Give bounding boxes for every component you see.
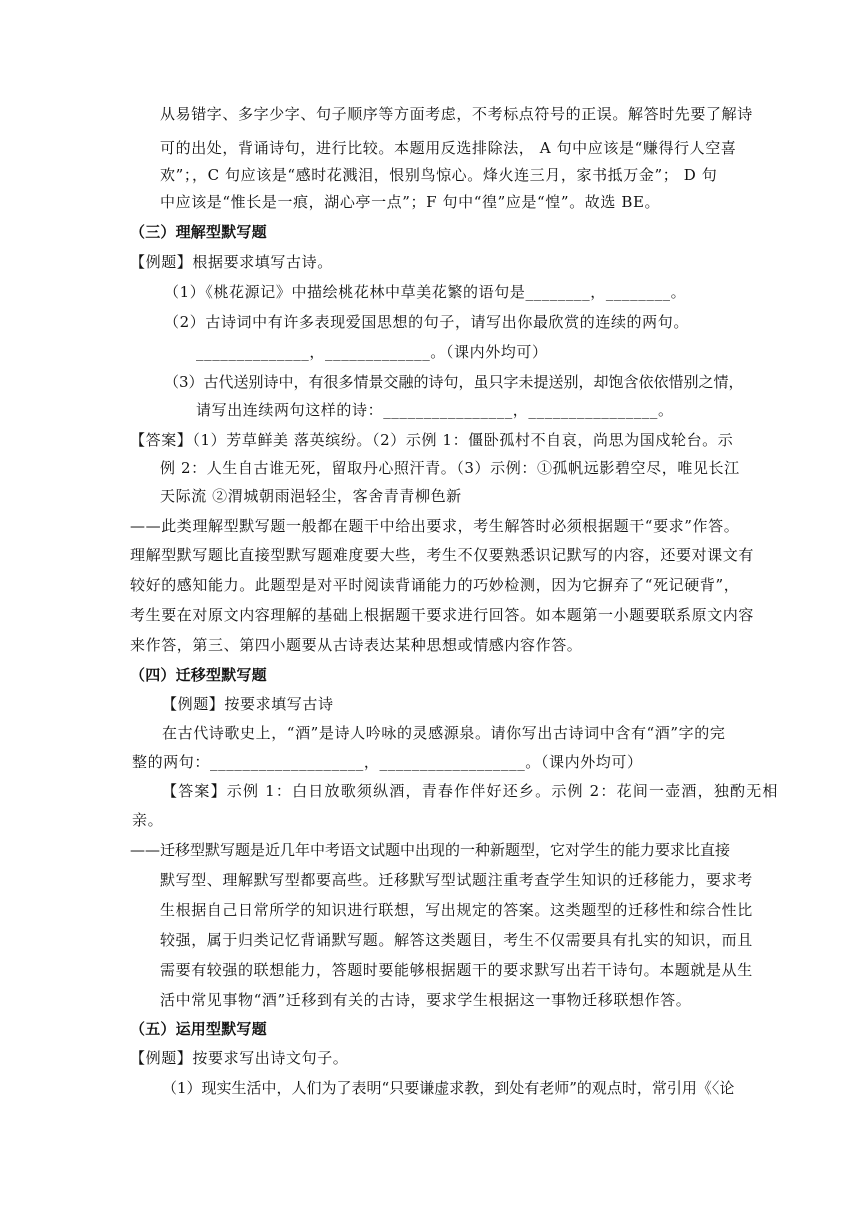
example-label: 【例题】按要求填写古诗 — [162, 695, 334, 713]
question-line: （2）古诗词中有许多表现爱国思想的句子，请写出你最欣赏的连续的两句。 — [164, 313, 689, 331]
answer-line: 例 2：人生自古谁无死，留取丹心照汗青。（3）示例：①孤帆远影碧空尽，唯见长江 — [160, 459, 740, 477]
answer-line: 【答案】（1）芳草鲜美 落英缤纷。（2）示例 1：僵卧孤村不自哀，尚思为国戍轮台。示 — [130, 431, 734, 449]
paragraph-line: 可的出处，背诵诗句，进行比较。本题用反选排除法， A 句中应该是“赚得行人空喜 — [160, 139, 737, 157]
analysis-line: 来作答，第三、第四小题要从古诗表达某种思想或情感内容作答。 — [130, 636, 583, 654]
analysis-line: 理解型默写题比直接型默写题难度要大些，考生不仅要熟悉识记默写的内容，还要对课文有 — [130, 546, 755, 564]
paragraph-line: 欢”；，C 句应该是“感时花溅泪，恨别鸟惊心。烽火连三月，家书抵万金”； D 句 — [160, 166, 718, 184]
answer-blank-line: ______________，_____________。（课内外均可） — [196, 343, 548, 361]
section-heading: （五）运用型默写题 — [130, 1020, 267, 1038]
analysis-line: 需要有较强的联想能力，答题时要能够根据题干的要求默写出若干诗句。本题就是从生 — [160, 961, 753, 979]
analysis-line: 生根据自己日常所学的知识进行联想，写出规定的答案。这类题型的迁移性和综合性比 — [160, 901, 753, 919]
analysis-line: 默写型、理解默写型都要高些。迁移默写型试题注重考查学生知识的迁移能力，要求考 — [160, 871, 753, 889]
answer-line: 亲。 — [132, 811, 164, 829]
section-heading: （四）迁移型默写题 — [130, 666, 267, 684]
question-line: （1）现实生活中，人们为了表明“只要谦虚求教，到处有老师”的观点时，常引用《〈论 — [162, 1079, 735, 1097]
question-line: （1）《桃花源记》中描绘桃花林中草美花繁的语句是________，________。 — [164, 283, 687, 301]
answer-line: 天际流 ②渭城朝雨浥轻尘，客舍青青柳色新 — [160, 487, 462, 505]
analysis-line: 活中常见事物“酒”迁移到有关的古诗，要求学生根据这一事物迁移联想作答。 — [160, 991, 692, 1009]
answer-blank-line: 请写出连续两句这样的诗：________________，________________。 — [196, 401, 674, 419]
answer-blank-line: 整的两句：___________________，__________________。（课内外均可） — [132, 753, 643, 771]
answer-line: 【答案】示例 1：白日放歌须纵酒，青春作伴好还乡。示例 2：花间一壶酒，独酌无相 — [162, 782, 779, 800]
analysis-line: 较强，属于归类记忆背诵默写题。解答这类题目，考生不仅需要具有扎实的知识，而且 — [160, 931, 753, 949]
question-line: （3）古代送别诗中，有很多情景交融的诗句，虽只字未提送别，却饱含依依惜别之情， — [164, 373, 744, 391]
paragraph-line: 中应该是“惟长是一痕，湖心亭一点”；F 句中“徨”应是“惶”。故选 BE。 — [160, 193, 661, 211]
analysis-line: 考生要在对原文内容理解的基础上根据题干要求进行回答。如本题第一小题要联系原文内容 — [130, 606, 755, 624]
analysis-line: ——迁移型默写题是近几年中考语文试题中出现的一种新题型，它对学生的能力要求比直接 — [130, 841, 731, 859]
analysis-line: 较好的感知能力。此题型是对平时阅读背诵能力的巧妙检测，因为它摒弃了“死记硬背”， — [130, 576, 740, 594]
example-label: 【例题】根据要求填写古诗。 — [130, 253, 333, 271]
question-line: 在古代诗歌史上，“酒”是诗人吟咏的灵感源泉。请你写出古诗词中含有“酒”字的完 — [162, 724, 726, 742]
section-heading: （三）理解型默写题 — [130, 223, 267, 241]
analysis-line: ——此类理解型默写题一般都在题干中给出要求，考生解答时必须根据题干“要求”作答。 — [130, 517, 740, 535]
example-label: 【例题】按要求写出诗文句子。 — [130, 1049, 349, 1067]
paragraph-line: 从易错字、多字少字、句子顺序等方面考虑，不考标点符号的正误。解答时先要了解诗 — [160, 105, 753, 123]
